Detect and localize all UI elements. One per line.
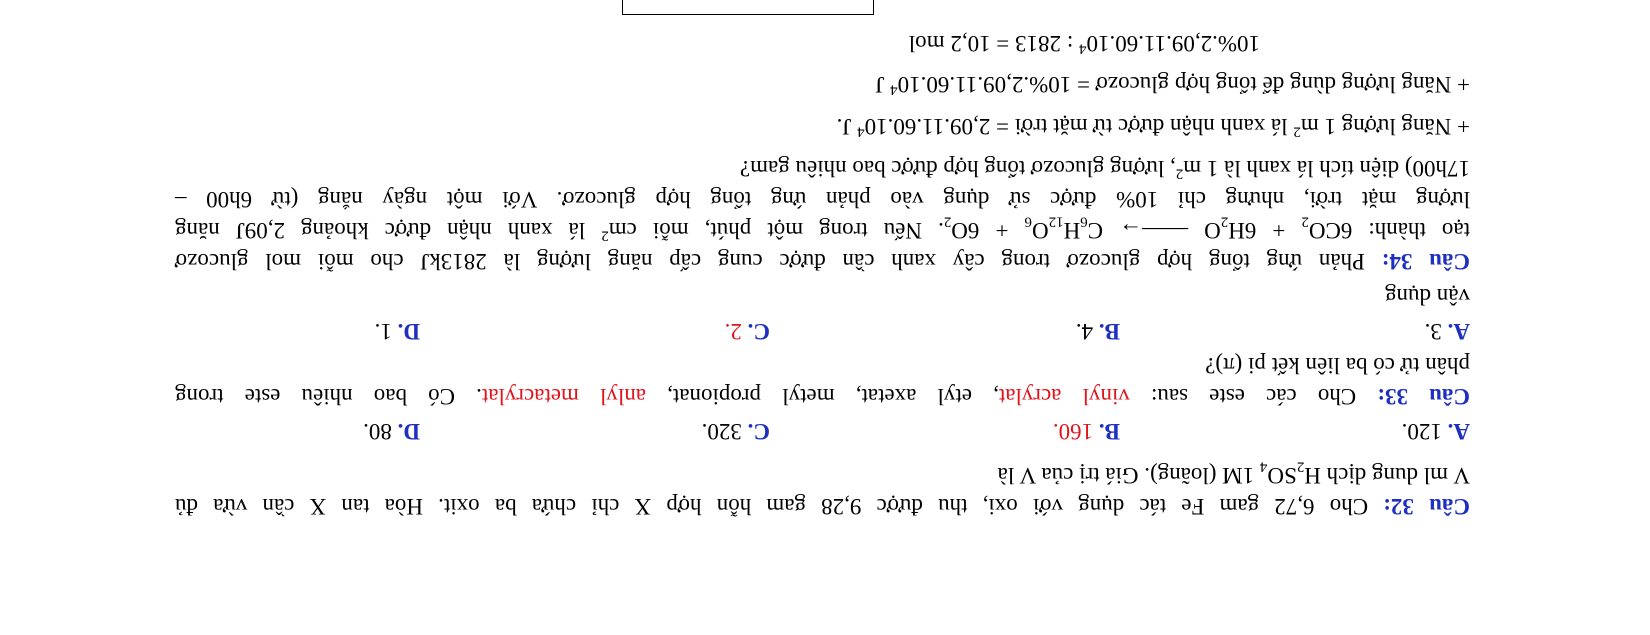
q32-option-c[interactable]: C. 320.: [701, 419, 770, 444]
q33-options: [175, 317, 1470, 345]
q34-line-3: lượng mặt trời, nhưng chỉ 10% được sử dụng vào phản ứng tổng hợp glucozơ. Với một ngày nắng (từ 6h00 –: [175, 187, 1470, 212]
q33-option-a[interactable]: A. 3.: [1424, 319, 1470, 344]
q33-label: Câu 33:: [1377, 384, 1470, 409]
q32-options: [175, 417, 1470, 445]
energy-line-1: + Năng lượng 1 $m^2$ lá xanh nhận được từ mặt trời = $2,09.11.60.10^4$ J.: [836, 114, 1470, 140]
energy-line-3: 10%.2,09.11.60.10$^4$ : 2813 = 10,2 mol: [908, 31, 1260, 57]
q33-option-b[interactable]: B. 4.: [1075, 319, 1120, 344]
q33-option-d[interactable]: D. 1.: [374, 319, 420, 344]
answer-box: [622, 0, 874, 15]
q32-option-a[interactable]: A. 120.: [1401, 419, 1470, 444]
q34-label: Câu 34:: [1381, 249, 1470, 274]
q34-line-1: Câu 34: Phản ứng tổng hợp glucozơ trong cây xanh cần được cung cấp năng lượng là 2813kJ cho mỗi mol glucozơ: [175, 249, 1470, 274]
q34-line-2: tạo thành: $6CO_2 + 6H_2O$ ——→ $C_6H_{12}O_6 + 6O_2$. Nếu trong một phút, mỗi $cm^2$ lá xanh nhận được khoảng 2,09J năng: [175, 213, 1470, 244]
energy-line-2: + Năng lượng dùng để tổng hợp glucozơ = $10\%.2,09.11.60.10^4$ J: [875, 72, 1470, 98]
q33-line-1: Câu 33: Cho các este sau: vinyl acrylat, etyl axetat, metyl propionat, anlyl metacrylat. Có bao nhiêu este trong: [174, 384, 1470, 409]
q32-line-2: V ml dung dịch $H_2SO_4$ 1M (loãng). Giá trị của V là: [997, 458, 1470, 488]
q32-label: Câu 32:: [1383, 494, 1470, 519]
vandung-text: vận dụng: [1385, 284, 1470, 309]
q33-option-c[interactable]: C. 2.: [724, 319, 770, 344]
q32-line-1: Câu 32: Cho 6,72 gam Fe tác dụng với oxi, thu được 9,28 gam hỗn hợp X chỉ chứa ba oxit. Hòa tan X cần vừa đủ: [174, 494, 1470, 519]
q32-option-d[interactable]: D. 80.: [363, 419, 420, 444]
q34-line-4: 17h00) diện tích lá xanh là 1 $m^2$, lượng glucozơ tổng hợp được bao nhiêu gam?: [739, 156, 1470, 182]
q33-line-2: phân tử có ba liên kết pi (π)?: [1205, 353, 1470, 378]
q32-option-b[interactable]: B. 160.: [1052, 419, 1120, 444]
